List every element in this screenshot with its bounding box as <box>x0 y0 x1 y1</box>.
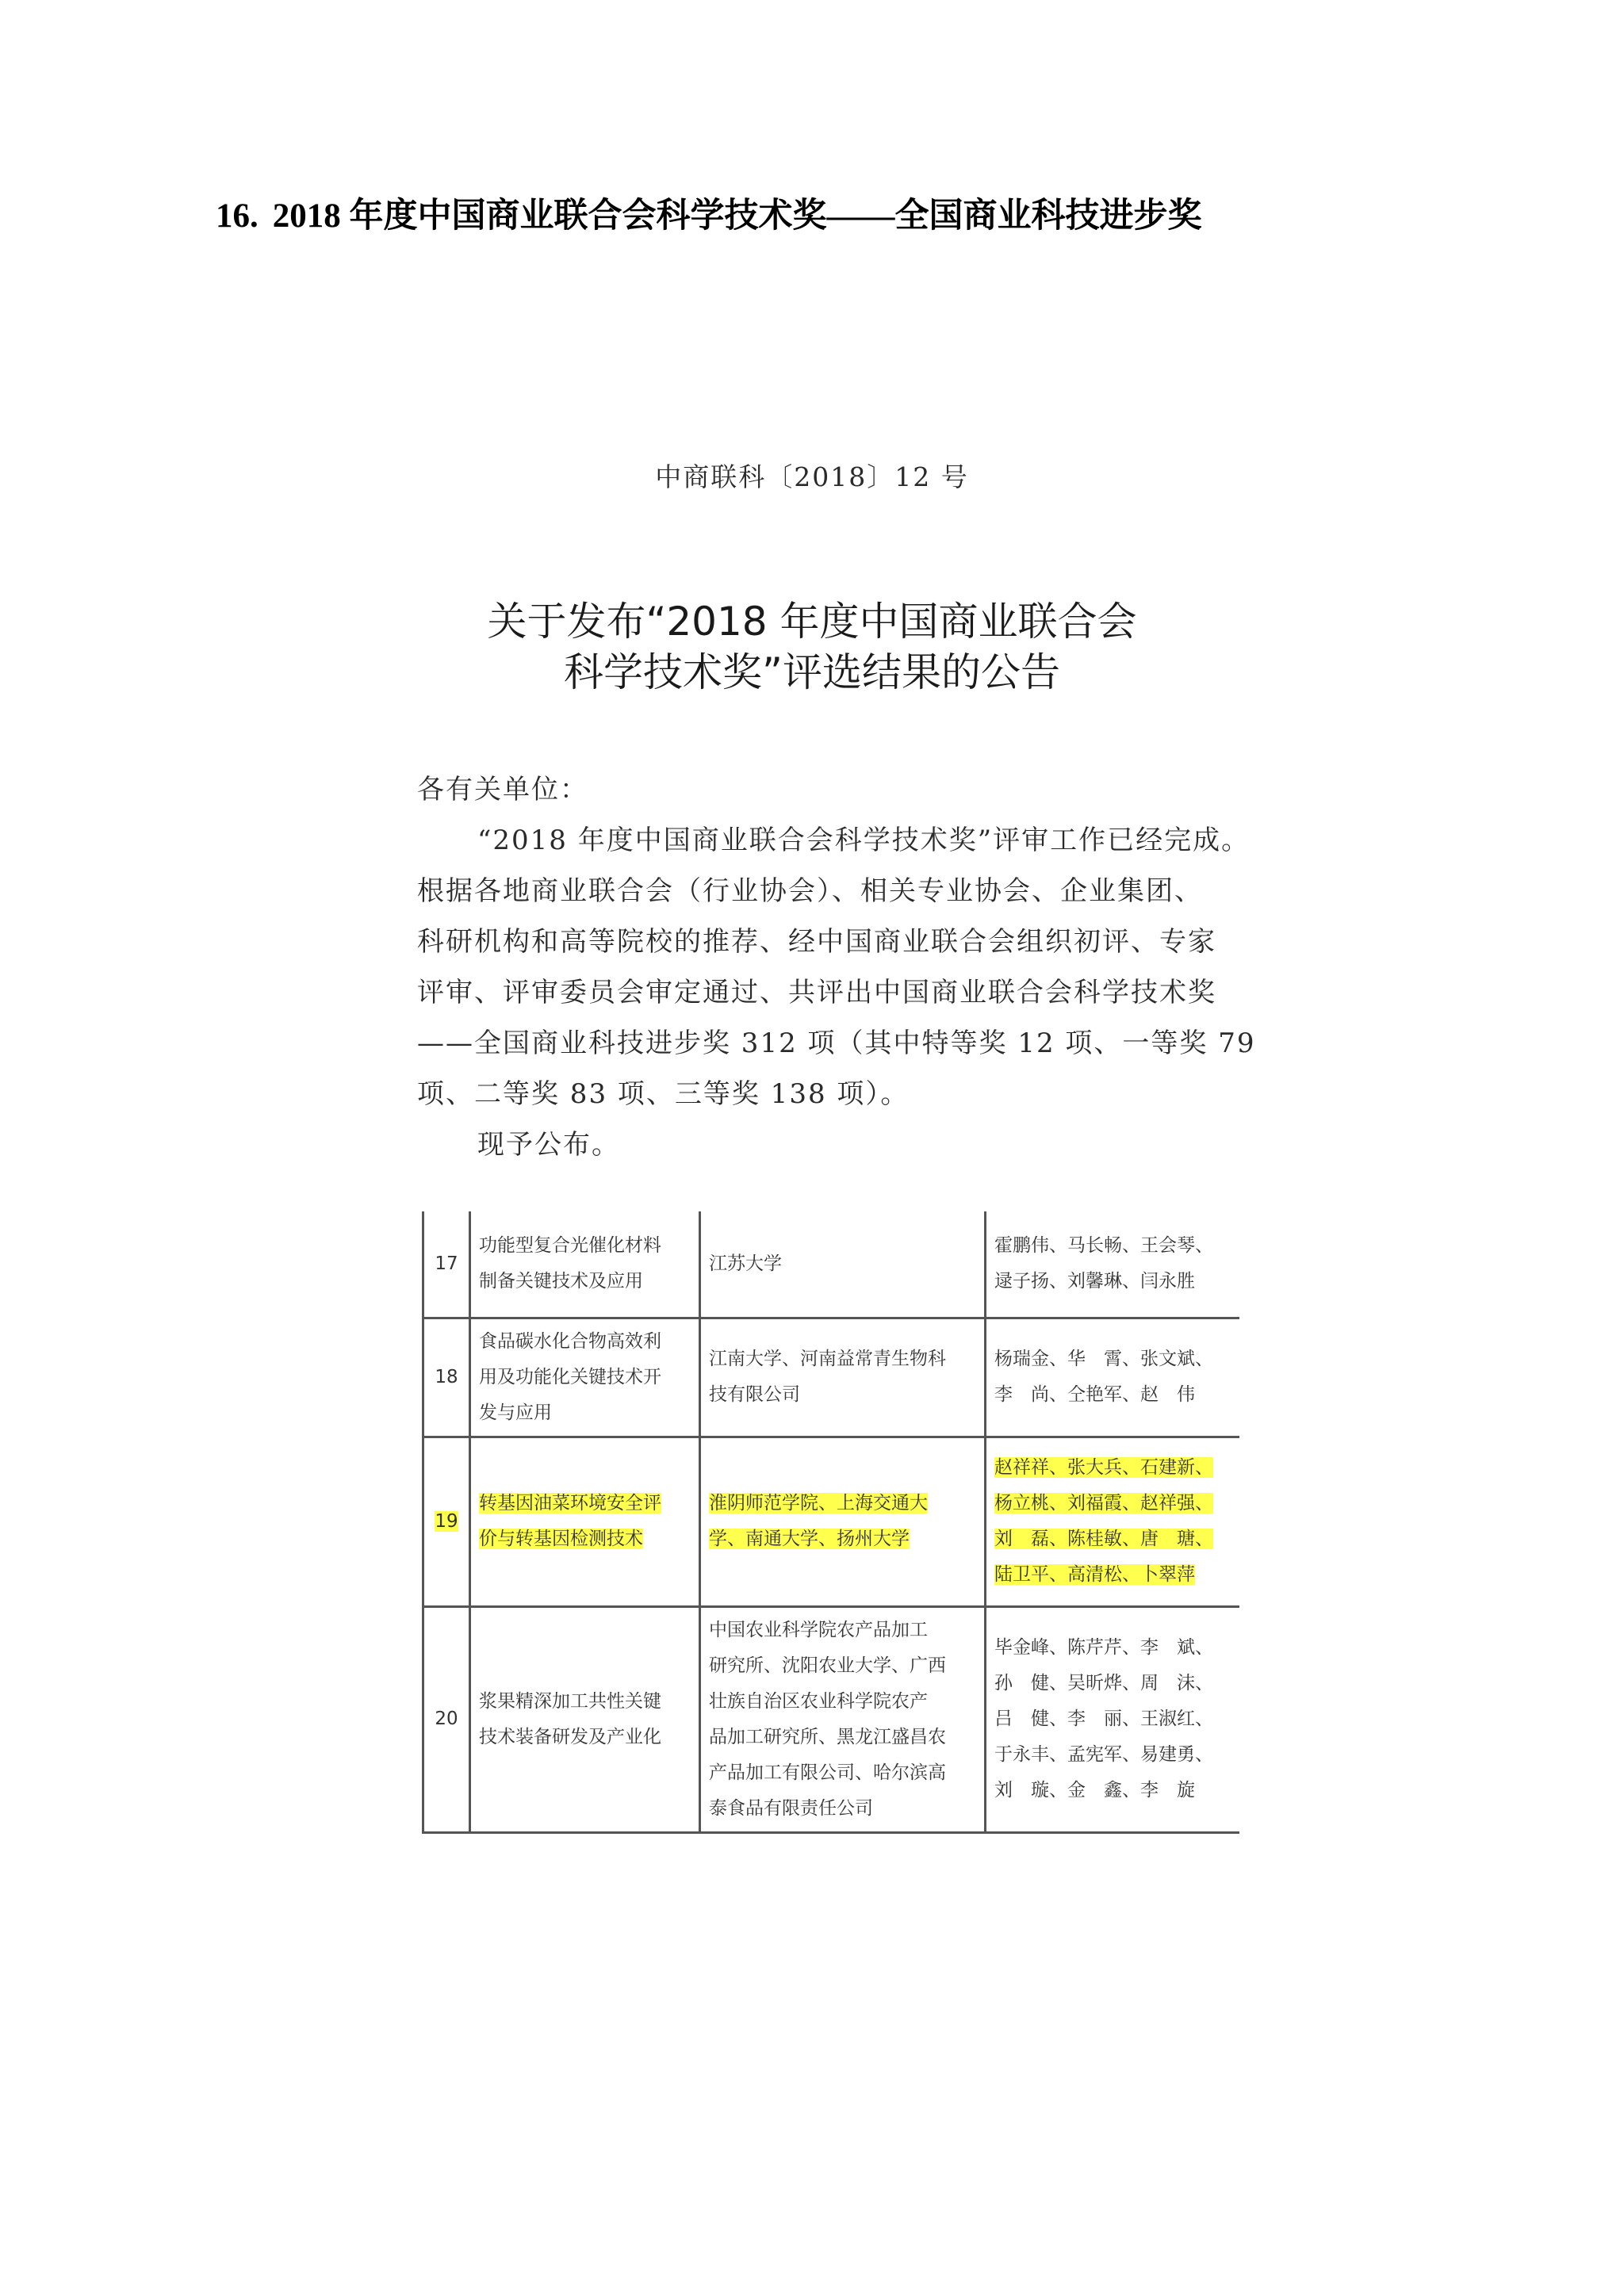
announcement-body <box>417 764 1256 1170</box>
completing-units: 江南大学、河南益常青生物科 技有限公司 <box>709 1349 946 1405</box>
units-cell <box>700 1211 986 1318</box>
completing-units: 淮阴师范学院、上海交通大 学、南通大学、扬州大学 <box>709 1493 928 1549</box>
salutation: 各有关单位： <box>417 774 588 806</box>
closing-line: 现予公布。 <box>477 1129 620 1161</box>
body-line: 科研机构和高等院校的推荐、经中国商业联合会组织初评、专家 <box>417 926 1216 958</box>
title-line-1: 关于发布“2018 年度中国商业联合会 <box>487 599 1137 645</box>
row-number: 20 <box>435 1709 458 1729</box>
section-number: 16. <box>216 197 259 235</box>
table-row <box>423 1211 1239 1318</box>
table-row-highlighted <box>423 1437 1239 1606</box>
announcement-title <box>0 596 1624 698</box>
project-cell <box>470 1437 700 1606</box>
people-cell <box>986 1318 1239 1437</box>
row-number: 17 <box>435 1253 458 1274</box>
people-cell <box>986 1606 1239 1832</box>
section-heading <box>216 189 1484 237</box>
people-cell <box>986 1437 1239 1606</box>
document-number: 中商联科〔2018〕12 号 <box>655 461 969 492</box>
row-number: 19 <box>435 1510 458 1532</box>
units-cell <box>700 1318 986 1437</box>
completing-people: 毕金峰、陈芹芹、李 斌、 孙 健、吴昕烨、周 沫、 吕 健、李 丽、王淑红、 于永丰、孟宪军、易建勇、 刘 璇、金 鑫、李 旋 <box>994 1637 1213 1800</box>
project-name: 浆果精深加工共性关键 技术装备研发及产业化 <box>479 1690 661 1747</box>
people-cell <box>986 1211 1239 1318</box>
completing-people: 赵祥祥、张大兵、石建新、 杨立桃、刘福霞、赵祥强、 刘 磊、陈桂敏、唐 瑭、 陆卫平、高清松、卜翠萍 <box>994 1457 1213 1585</box>
row-number-cell <box>423 1211 470 1318</box>
project-name: 功能型复合光催化材料 制备关键技术及应用 <box>479 1235 661 1292</box>
row-number-cell <box>423 1437 470 1606</box>
title-line-2: 科学技术奖”评选结果的公告 <box>564 649 1060 695</box>
award-table <box>422 1211 1239 1834</box>
project-cell <box>470 1606 700 1832</box>
body-line: 根据各地商业联合会（行业协会）、相关专业协会、企业集团、 <box>417 875 1203 907</box>
project-cell <box>470 1318 700 1437</box>
completing-units: 中国农业科学院农产品加工 研究所、沈阳农业大学、广西 壮族自治区农业科学院农产 品加工研究所、黑龙江盛昌农 产品加工有限公司、哈尔滨高 泰食品有限责任公司 <box>709 1619 946 1819</box>
row-number: 18 <box>435 1366 458 1387</box>
completing-units: 江苏大学 <box>709 1253 782 1274</box>
section-title: 2018 年度中国商业联合会科学技术奖——全国商业科技进步奖 <box>272 197 1202 235</box>
units-cell <box>700 1437 986 1606</box>
table-row <box>423 1318 1239 1437</box>
row-number-cell <box>423 1606 470 1832</box>
body-line: “2018 年度中国商业联合会科学技术奖”评审工作已经完成。 <box>477 825 1251 856</box>
project-name: 转基因油菜环境安全评 价与转基因检测技术 <box>479 1493 661 1549</box>
table-row <box>423 1606 1239 1832</box>
body-line: ——全国商业科技进步奖 312 项（其中特等奖 12 项、一等奖 79 <box>417 1027 1256 1059</box>
completing-people: 霍鹏伟、马长畅、王会琴、 逯子扬、刘馨琳、闫永胜 <box>994 1235 1213 1292</box>
project-name: 食品碳水化合物高效利 用及功能化关键技术开 发与应用 <box>479 1330 661 1423</box>
body-line: 评审、评审委员会审定通过、共评出中国商业联合会科学技术奖 <box>417 977 1216 1008</box>
row-number-cell <box>423 1318 470 1437</box>
completing-people: 杨瑞金、华 霄、张文斌、 李 尚、仝艳军、赵 伟 <box>994 1349 1213 1405</box>
body-line: 项、二等奖 83 项、三等奖 138 项）。 <box>417 1078 910 1110</box>
units-cell <box>700 1606 986 1832</box>
project-cell <box>470 1211 700 1318</box>
